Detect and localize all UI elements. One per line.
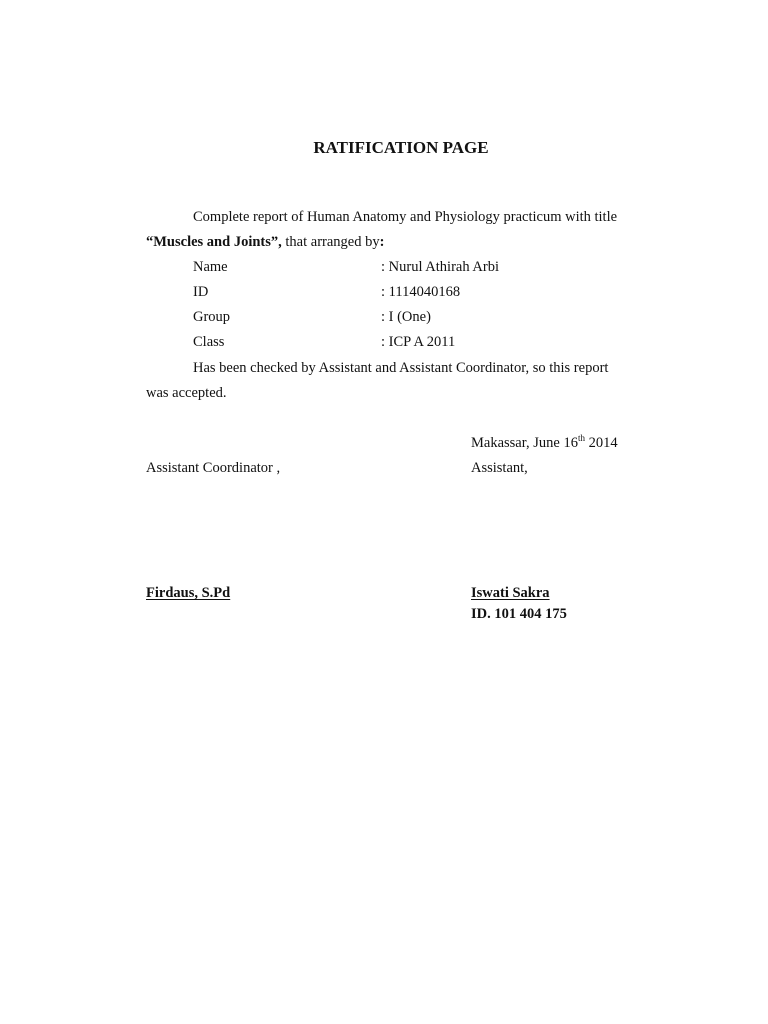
page-title: RATIFICATION PAGE [313,138,489,157]
date-year: 2014 [584,435,618,451]
checked-line-2: was accepted. [146,385,227,401]
intro-line-1: Complete report of Human Anatomy and Physiology practicum with title [193,209,618,225]
arranged-by-colon: : [379,234,385,250]
field-label-group: Group [193,309,231,325]
date-line [471,434,618,452]
right-signatory-name: Iswati Sakra [471,585,550,601]
field-value-id: : 1114040168 [381,284,461,300]
right-signatory-role: Assistant, [471,460,528,476]
field-label-id: ID [193,284,209,300]
field-label-class: Class [193,334,225,350]
left-signatory-role: Assistant Coordinator , [146,460,281,476]
date-ordinal-suffix: th [577,433,585,444]
checked-line-1: Has been checked by Assistant and Assistant Coordinator, so this report [193,360,609,376]
field-value-class: : ICP A 2011 [381,334,456,350]
left-signatory-name: Firdaus, S.Pd [146,585,231,601]
field-value-name: : Nurul Athirah Arbi [381,259,500,275]
field-label-name: Name [193,259,228,275]
field-value-group: : I (One) [381,309,431,325]
right-signatory-id: ID. 101 404 175 [471,606,567,622]
arranged-by-text: that arranged by [281,234,380,250]
date-prefix: Makassar, June 16 [471,435,578,451]
intro-line-2 [146,233,384,251]
report-title: “Muscles and Joints”, [146,234,282,250]
